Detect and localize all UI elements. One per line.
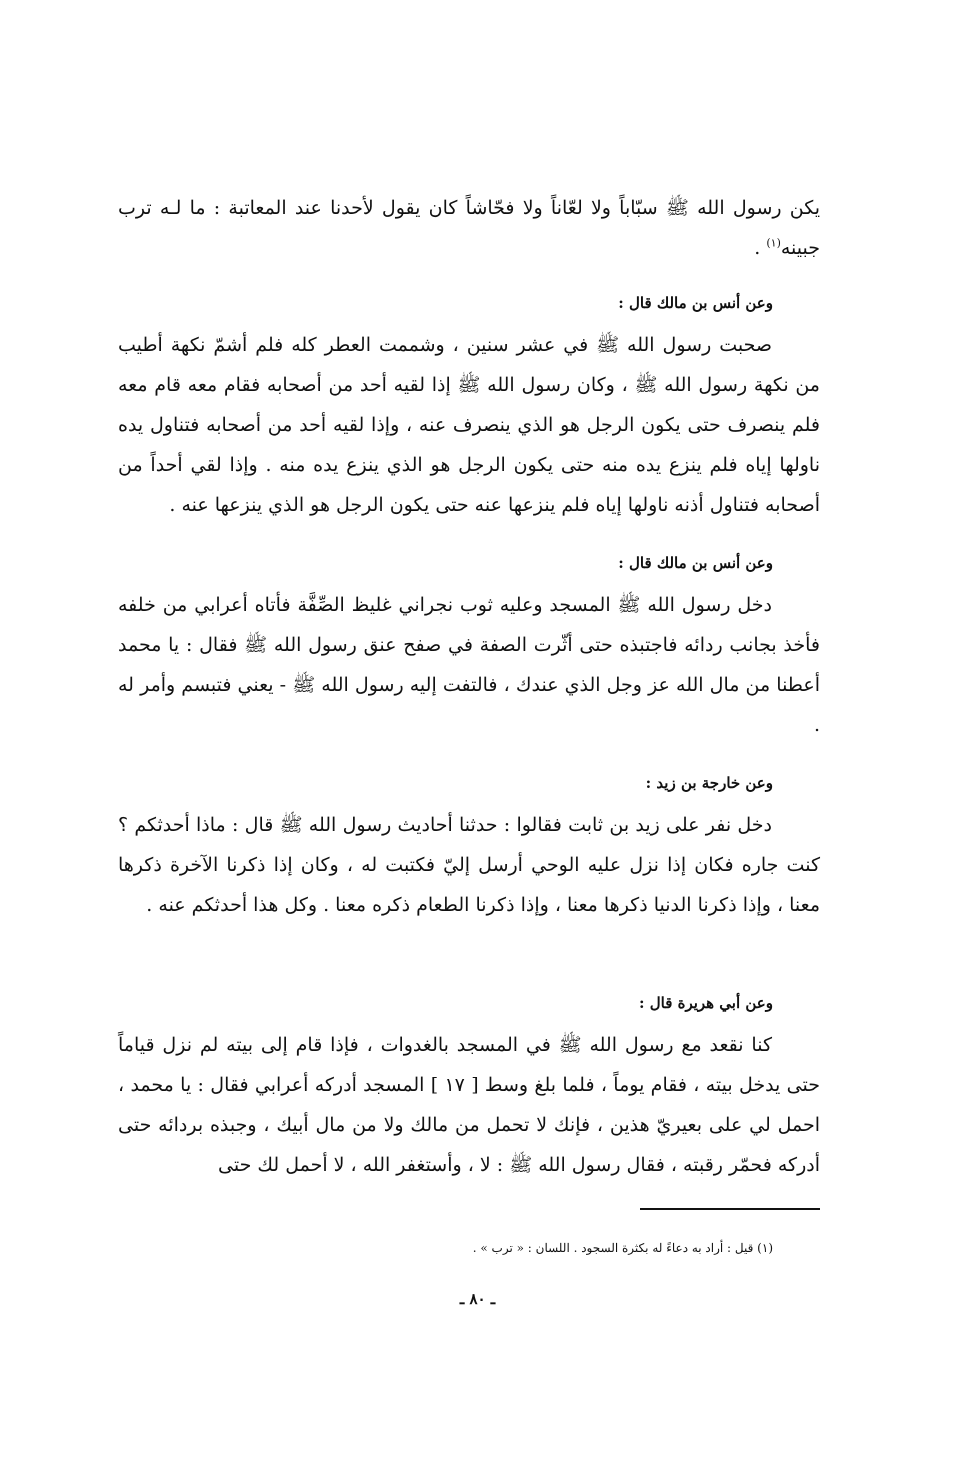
section-heading-2: وعن أنس بن مالك قال : <box>618 554 773 572</box>
paragraph-text: كنا نقعد مع رسول الله ﷺ في المسجد بالغدوات ، فإذا قام إلى بيته لم نزل قياماً حتى يدخل بيته ، فقام يوماً ، فلما بلغ وسط [ ١٧ ] المسجد أدركه أعرابي فقال : يا محمد ، احمل لي على بعيريّ هذين ، فإنك لا تحمل من مالك ولا من مال أبيك ، وجبذه بردائه حتى أدركه فحمّر رقبته ، فقال رسول الله ﷺ : لا ، وأستغفر الله ، لا أحمل لك حتى <box>118 1034 820 1176</box>
section-paragraph-2 <box>118 585 820 745</box>
section-paragraph-1 <box>118 325 820 525</box>
paragraph-text: دخل رسول الله ﷺ المسجد وعليه ثوب نجراني غليظ الصِّفَّة فأتاه أعرابي من خلفه فأخذ بجانب ردائه فاجتبذه حتى أثّرت الصفة في صفح عنق رسول الله ﷺ فقال : يا محمد أعطنا من مال الله عز وجل الذي عندك ، فالتفت إليه رسول الله ﷺ - يعني فتبسم وأمر له . <box>118 594 820 736</box>
paragraph-text: دخل نفر على زيد بن ثابت فقالوا : حدثنا أحاديث رسول الله ﷺ قال : ماذا أحدثكم ؟ كنت جاره فكان إذا نزل عليه الوحي أرسل إليّ فكتبت له ، وكان إذا ذكرنا الآخرة ذكرها معنا ، وإذا ذكرنا الدنيا ذكرها معنا ، وإذا ذكرنا الطعام ذكره معنا . وكل هذا أحدثكم عنه . <box>118 814 820 916</box>
intro-end: . <box>754 237 767 259</box>
intro-paragraph <box>118 188 820 268</box>
section-paragraph-3 <box>118 805 820 925</box>
footnote-reference: (١) <box>766 236 781 250</box>
page-number: ـ ٨٠ ـ <box>459 1290 496 1308</box>
section-heading-3: وعن خارجة بن زيد : <box>645 774 773 792</box>
intro-text: يكن رسول الله ﷺ سبّاباً ولا لعّاناً ولا فحّاشاً كان يقول لأحدنا عند المعاتبة : ما لـه ترب جبينه <box>118 197 820 259</box>
section-paragraph-4 <box>118 1025 820 1185</box>
footnote: (١) قيل : أراد به دعاءً له بكثرة السجود . اللسان : « ترب » . <box>472 1241 773 1255</box>
paragraph-text: صحبت رسول الله ﷺ في عشر سنين ، وشممت العطر كله فلم أشمّ نكهة أطيب من نكهة رسول الله ﷺ ، وكان رسول الله ﷺ إذا لقيه أحد من أصحابه فقام معه قام معه فلم ينصرف حتى يكون الرجل هو الذي ينصرف عنه ، وإذا لقيه أحد من أصحابه فتناول يده ناولها إياه فلم ينزع يده منه حتى يكون الرجل هو الذي ينزع يده منه . وإذا لقي أحداً من أصحابه فتناول أذنه ناولها إياه فلم ينزعها عنه حتى يكون الرجل هو الذي ينزعها عنه . <box>118 334 820 516</box>
footnote-separator <box>640 1208 820 1210</box>
section-heading-1: وعن أنس بن مالك قال : <box>618 294 773 312</box>
section-heading-4: وعن أبي هريرة قال : <box>638 994 773 1012</box>
